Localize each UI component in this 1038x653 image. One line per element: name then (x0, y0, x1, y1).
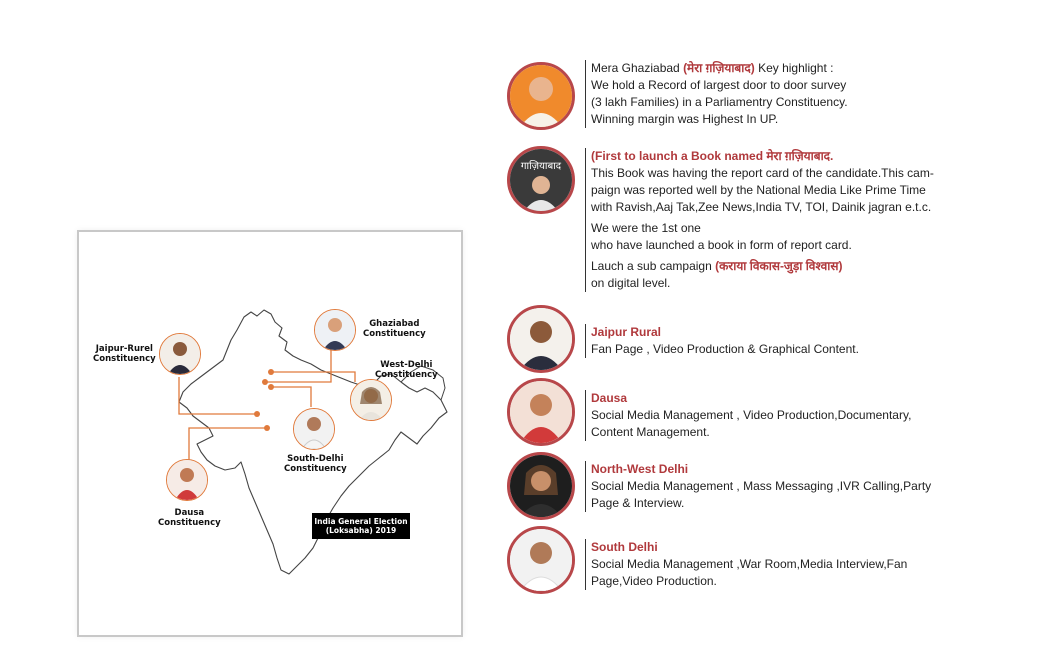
highlight-line: Mera Ghaziabad (मेरा ग़ज़ियाबाद) Key highlight : (591, 61, 834, 75)
book-title-text: गाज़ियाबाद (520, 161, 562, 172)
jaipur-map-label: Jaipur-Rurel Constituency (93, 344, 156, 364)
map-markers (254, 369, 274, 431)
india-map-graphic (79, 232, 461, 635)
dausa-map-label: Dausa Constituency (158, 508, 221, 528)
election-badge: India General Election (Loksabha) 2019 (312, 513, 410, 539)
dausa-map-avatar (166, 459, 208, 501)
highlight-north-west-delhi: North-West Delhi Social Media Management , Mass Messaging ,IVR Calling,Party Page & Interview. (585, 461, 946, 512)
highlight-book: (First to launch a Book named मेरा ग़ज़ियाबाद. This Book was having the report card of the candidate.This cam- paign was reported well by the National Media Like Prime Time with Ravish,Aaj Tak,Zee News,India TV, TOI, Dainik jagran e.t.c. We were the 1st one who have launched a book in form of report card. Lauch a sub campaign (कराया विकास-जुड़ा विश्वास) on digital level. (585, 148, 946, 292)
highlight-dausa: Dausa Social Media Management , Video Production,Documentary, Content Management. (585, 390, 946, 441)
west-delhi-map-label: West-Delhi Constituency (375, 360, 438, 380)
highlight-line: We hold a Record of largest door to door survey (591, 78, 847, 92)
highlight-south-delhi: South Delhi Social Media Management ,War Room,Media Interview,Fan Page,Video Production. (585, 539, 946, 590)
highlight-ghaziabad (585, 60, 946, 128)
india-map-card (77, 230, 463, 637)
south-delhi-map-label: South-Delhi Constituency (284, 454, 347, 474)
ghaziabad-map-label: Ghaziabad Constituency (363, 319, 426, 339)
south-delhi-avatar (507, 526, 575, 594)
highlight-jaipur-rural: Jaipur Rural Fan Page , Video Production & Graphical Content. (585, 324, 946, 358)
west-delhi-map-avatar (350, 379, 392, 421)
ghaziabad-candidate-avatar (507, 62, 575, 130)
highlight-line: (3 lakh Families) in a Parliamentry Constituency. (591, 95, 848, 109)
jaipur-rural-avatar (507, 305, 575, 373)
jaipur-map-avatar (159, 333, 201, 375)
north-west-delhi-avatar (507, 452, 575, 520)
ghaziabad-map-avatar (314, 309, 356, 351)
highlight-line: Winning margin was Highest In UP. (591, 112, 779, 126)
dausa-avatar (507, 378, 575, 446)
south-delhi-map-avatar (293, 408, 335, 450)
book-cover-avatar (507, 146, 575, 214)
